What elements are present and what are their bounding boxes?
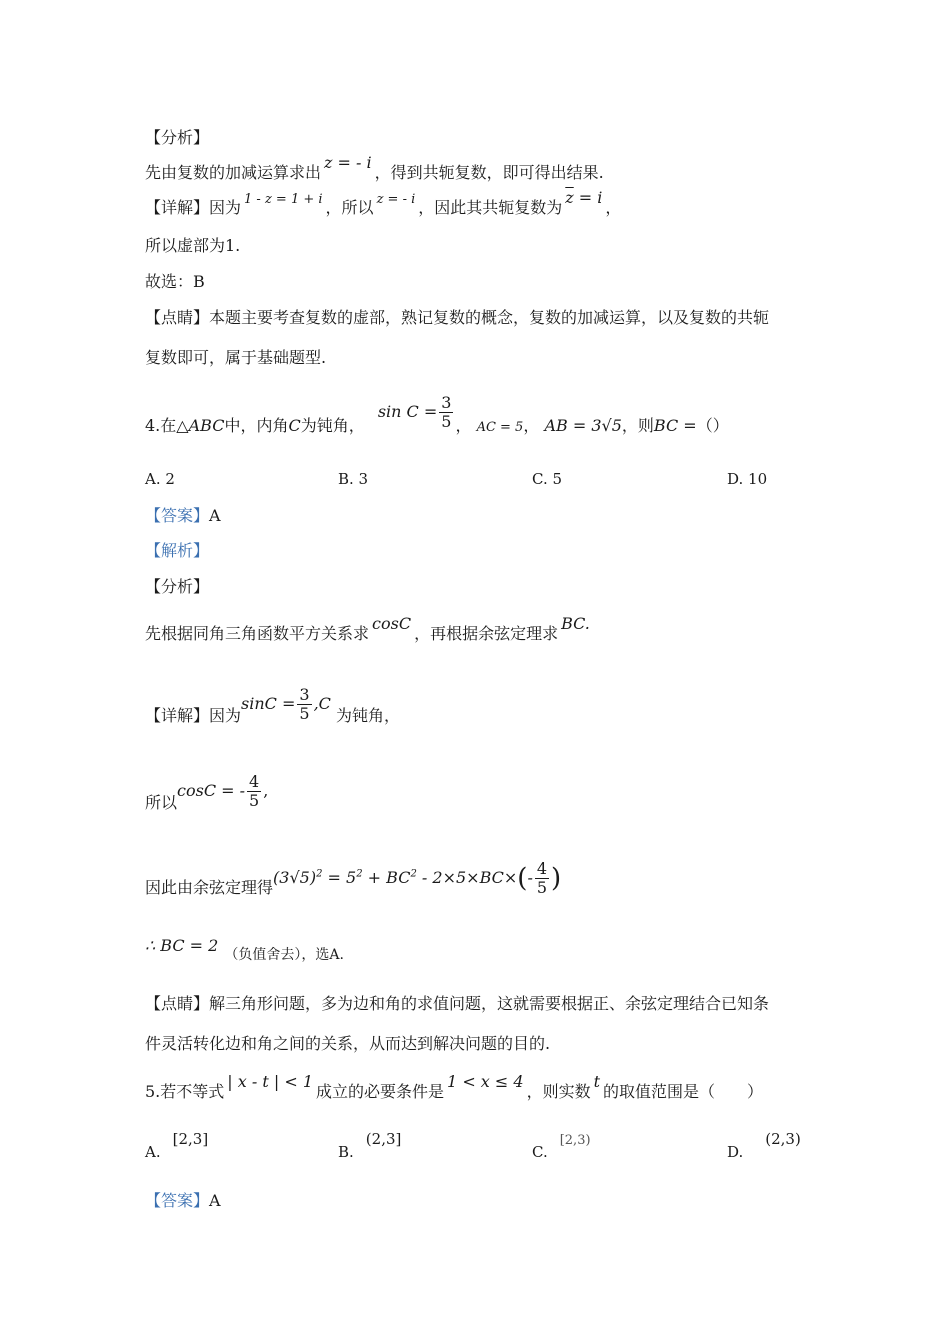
q4-analysis-heading: 【分析】 xyxy=(145,577,210,596)
analysis-text: 先由复数的加减运算求出z = - i，得到共轭复数，即可得出结果. xyxy=(145,153,604,182)
heading-analysis: 【分析】 xyxy=(145,128,210,147)
q4-comment-2: 件灵活转化边和角之间的关系，从而达到解决问题的目的. xyxy=(145,1034,551,1053)
q4-stem: 4.在△ABC中，内角C为钝角， sin C = $\frac{3}{5}$ ， AC = 5， AB = 3√5，则BC =（） xyxy=(145,393,729,435)
comment-line-2: 复数即可，属于基础题型. xyxy=(145,348,327,367)
q4-result: ∴ BC = 2 （负值舍去），选A. xyxy=(145,936,344,963)
q4-answer: 【答案】A xyxy=(145,506,221,525)
q4-detail-3: 因此由余弦定理得$(3√5)^2 = 5^2 + BC^2 - 2\times 5\times BC\times(-$ $\frac{4}{5}$ ) xyxy=(145,859,562,897)
q4-comment-1: 【点睛】解三角形问题，多为边和角的求值问题，这就需要根据正、余弦定理结合已知条 xyxy=(145,994,770,1013)
q4-detail-2: 所以cosC = - $\frac{4}{5}$ , xyxy=(145,772,269,812)
q4-analysis-text: 先根据同角三角函数平方关系求cosC，再根据余弦定理求BC. xyxy=(145,614,590,643)
q4-option-b[interactable]: B. 3 xyxy=(338,470,369,488)
q5-option-c[interactable]: C.[2,3) xyxy=(532,1133,591,1161)
imaginary-part-line: 所以虚部为1. xyxy=(145,236,241,255)
q4-detail-1: 【详解】因为sinC = $\frac{3}{5}$ ,C 为钝角， xyxy=(145,685,401,725)
q5-option-b[interactable]: B.(2,3] xyxy=(338,1130,402,1161)
q5-option-d[interactable]: D.(2,3) xyxy=(727,1130,801,1161)
comment-line-1: 【点睛】本题主要考查复数的虚部，熟记复数的概念，复数的加减运算，以及复数的共轭 xyxy=(145,308,770,327)
choice-line: 故选：B xyxy=(145,272,205,291)
detail-text: 【详解】因为 $^{1 - z = 1 + i}$ ，所以 $^{z = - i}$ ，因此其共轭复数为$\overline{z} = i$， xyxy=(145,188,622,217)
q5-answer: 【答案】A xyxy=(145,1191,221,1210)
q4-option-a[interactable]: A. 2 xyxy=(145,470,175,488)
q4-option-d[interactable]: D. 10 xyxy=(727,470,768,488)
q4-solution-heading: 【解析】 xyxy=(145,541,210,560)
q4-option-c[interactable]: C. 5 xyxy=(532,470,563,488)
q5-option-a[interactable]: A.[2,3] xyxy=(145,1130,209,1161)
q5-stem: 5.若不等式| x - t | < 1成立的必要条件是1 < x ≤ 4，则实数t的取值范围是（ ） xyxy=(145,1072,764,1101)
